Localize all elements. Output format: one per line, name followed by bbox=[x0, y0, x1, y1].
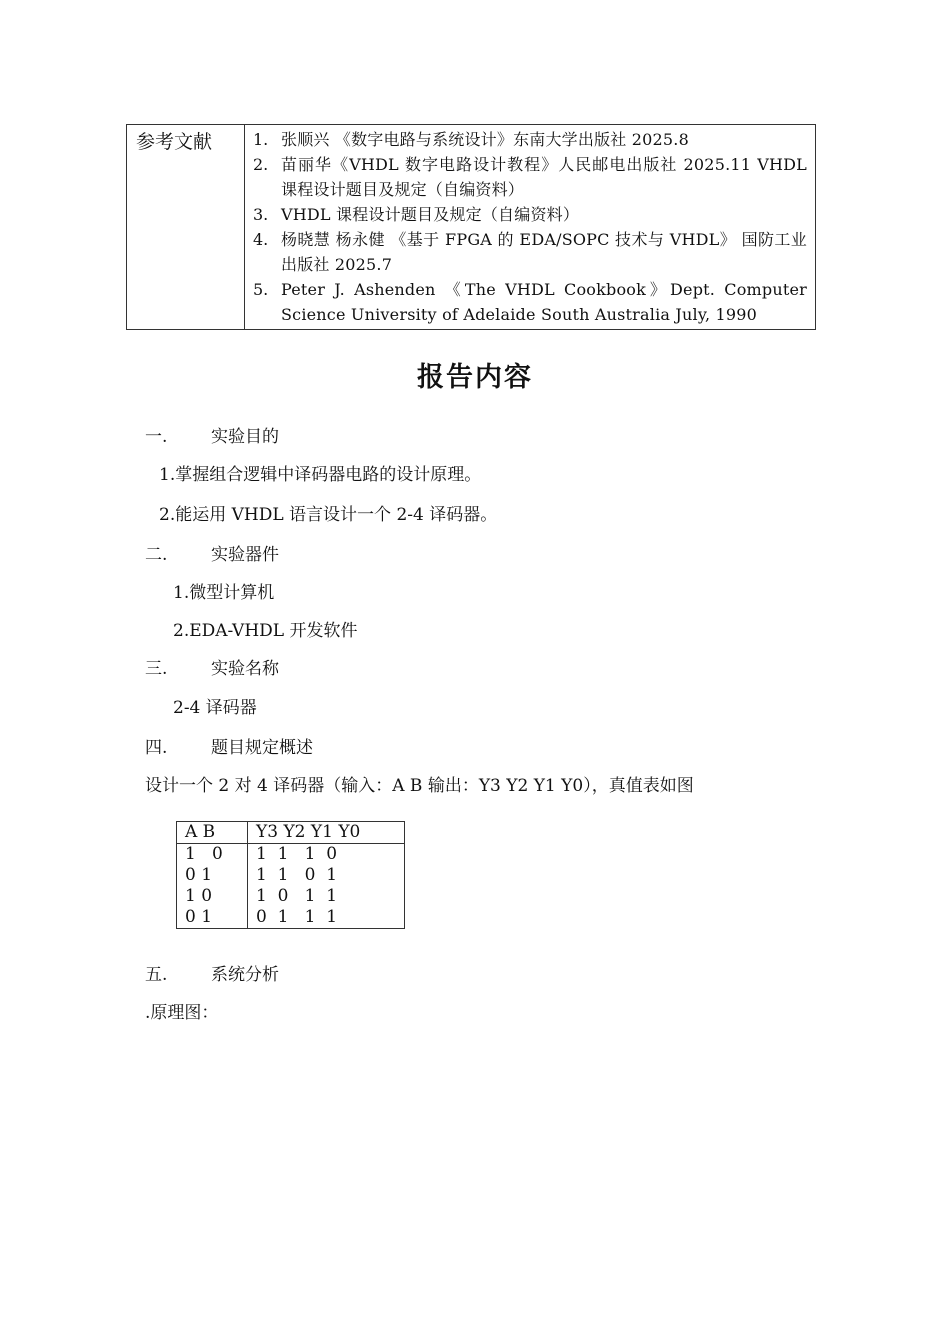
section-heading-name bbox=[145, 654, 279, 679]
truth-table-header: Y3 Y2 Y1 Y0 bbox=[248, 822, 405, 844]
section-number: 二. bbox=[145, 545, 168, 565]
reference-item bbox=[253, 202, 807, 227]
truth-table-cell: 1 0 1 1 bbox=[248, 886, 405, 907]
truth-table-cell: 1 1 1 0 bbox=[248, 844, 405, 866]
device-item: 1.微型计算机 bbox=[173, 583, 275, 603]
truth-table-cell: 0 1 bbox=[177, 907, 248, 929]
reference-item bbox=[253, 152, 807, 202]
section-heading-devices bbox=[145, 540, 279, 565]
truth-table-row bbox=[177, 844, 405, 866]
purpose-item: 1.掌握组合逻辑中译码器电路的设计原理。 bbox=[159, 465, 482, 485]
section-title: 实验目的 bbox=[211, 427, 279, 447]
section-number: 四. bbox=[145, 738, 168, 758]
reference-text: 张顺兴 《数字电路与系统设计》东南大学出版社 2025.8 bbox=[281, 130, 689, 149]
reference-number: 4. bbox=[253, 230, 269, 249]
truth-table-row bbox=[177, 865, 405, 886]
references-list bbox=[253, 127, 807, 327]
section-title: 系统分析 bbox=[211, 965, 279, 985]
reference-text: VHDL 课程设计题目及规定（自编资料） bbox=[281, 205, 580, 224]
reference-number: 1. bbox=[253, 130, 269, 149]
section-number: 三. bbox=[145, 659, 168, 679]
section-title: 实验器件 bbox=[211, 545, 279, 565]
section-title: 实验名称 bbox=[211, 659, 279, 679]
reference-item bbox=[253, 277, 807, 327]
section-number: 五. bbox=[145, 965, 168, 985]
section-title: 题目规定概述 bbox=[211, 738, 313, 758]
truth-table-cell: 1 1 0 1 bbox=[248, 865, 405, 886]
section-heading-overview bbox=[145, 733, 313, 758]
reference-number: 5. bbox=[253, 280, 269, 299]
section-heading-purpose bbox=[145, 422, 279, 447]
truth-table-cell: 0 1 1 1 bbox=[248, 907, 405, 929]
references-label: 参考文献 bbox=[127, 125, 245, 330]
purpose-item: 2.能运用 VHDL 语言设计一个 2-4 译码器。 bbox=[159, 505, 498, 525]
reference-text: Peter J. Ashenden 《The VHDL Cookbook》Dept. Computer Science University of Adelaide South Australia July, 1990 bbox=[281, 280, 807, 324]
section-heading-analysis bbox=[145, 960, 279, 985]
references-table bbox=[126, 124, 816, 330]
reference-number: 2. bbox=[253, 155, 269, 174]
truth-table-header: A B bbox=[177, 822, 248, 844]
references-body bbox=[245, 125, 816, 330]
reference-text: 杨晓慧 杨永健 《基于 FPGA 的 EDA/SOPC 技术与 VHDL》 国防工业出版社 2025.7 bbox=[281, 230, 807, 274]
truth-table-cell: 0 1 bbox=[177, 865, 248, 886]
truth-table-header-row bbox=[177, 822, 405, 844]
overview-text: 设计一个 2 对 4 译码器（输入：A B 输出：Y3 Y2 Y1 Y0），真值表如图 bbox=[145, 776, 694, 796]
section-number: 一. bbox=[145, 427, 168, 447]
reference-item bbox=[253, 127, 807, 152]
truth-table-row bbox=[177, 907, 405, 929]
reference-number: 3. bbox=[253, 205, 269, 224]
report-title: 报告内容 bbox=[417, 362, 533, 393]
truth-table-row bbox=[177, 886, 405, 907]
truth-table-cell: 1 0 bbox=[177, 844, 248, 866]
truth-table bbox=[176, 821, 405, 929]
schematic-label: .原理图： bbox=[145, 1003, 219, 1023]
reference-item bbox=[253, 227, 807, 277]
device-item: 2.EDA-VHDL 开发软件 bbox=[173, 621, 358, 641]
experiment-name: 2-4 译码器 bbox=[173, 698, 257, 718]
reference-text: 苗丽华《VHDL 数字电路设计教程》人民邮电出版社 2025.11 VHDL 课程设计题目及规定（自编资料） bbox=[281, 155, 807, 199]
truth-table-cell: 1 0 bbox=[177, 886, 248, 907]
